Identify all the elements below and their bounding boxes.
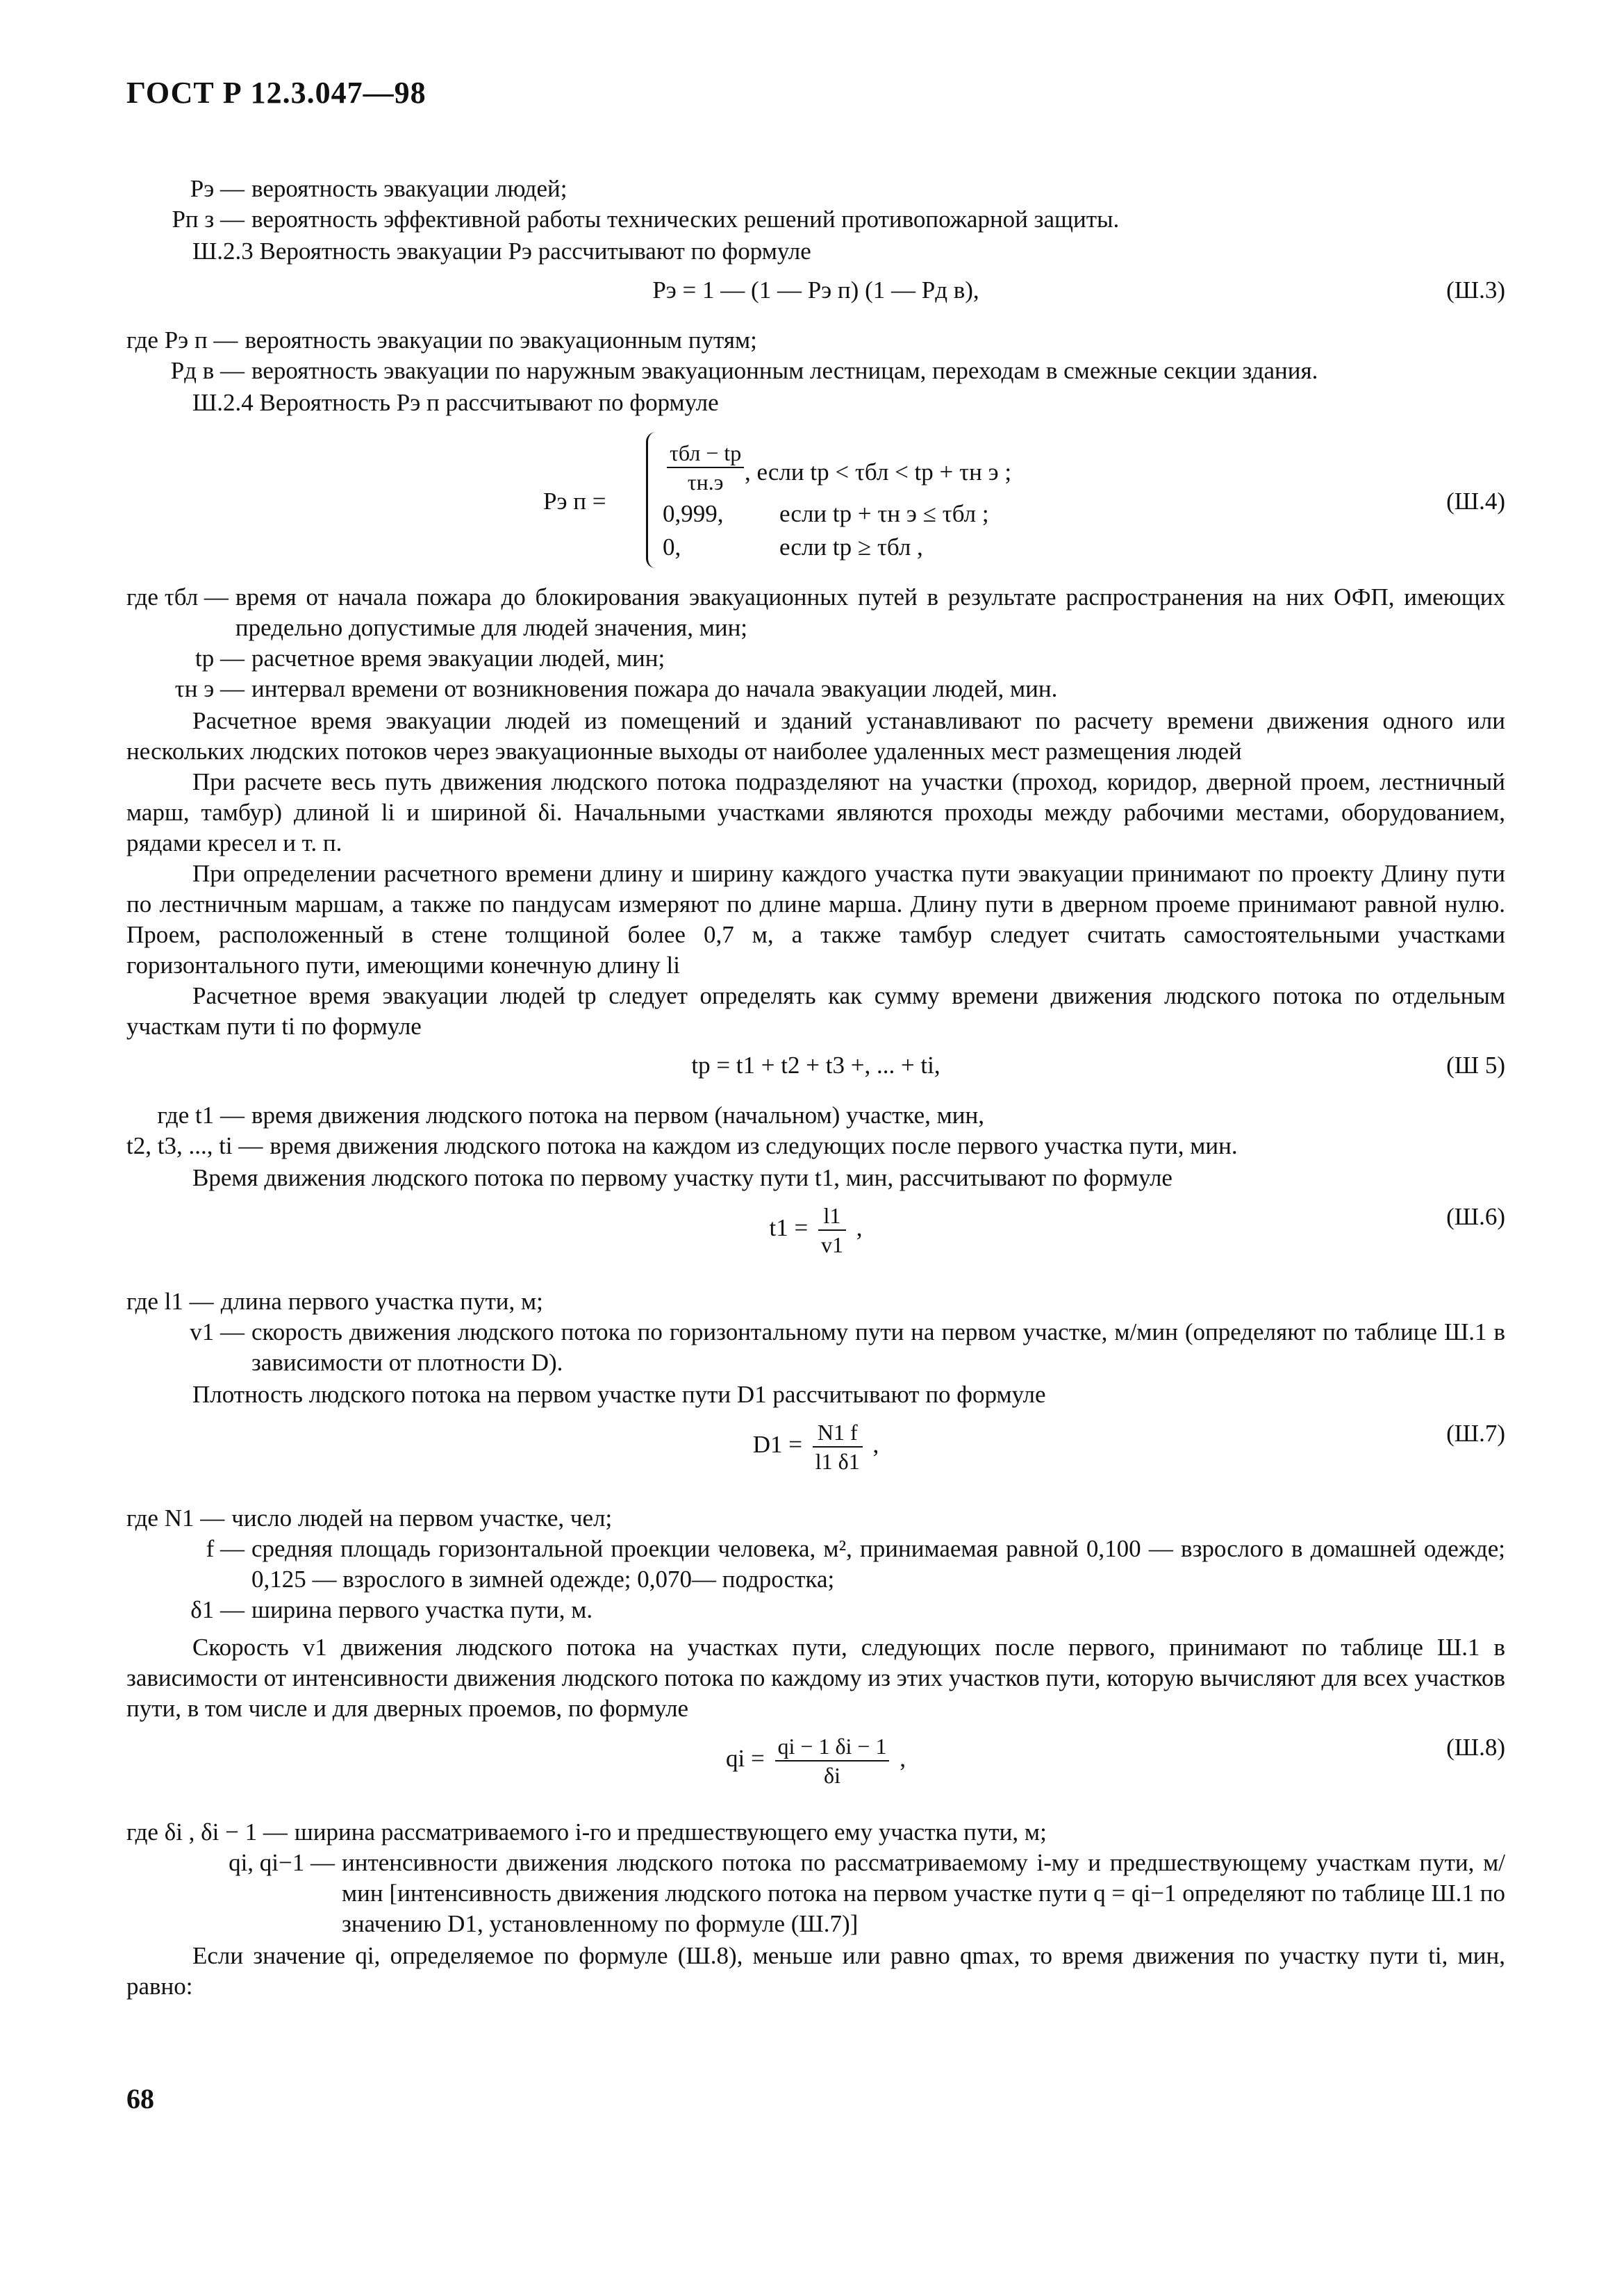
definition-text: время движения людского потока на каждом из следующих после первого участка пути, мин. xyxy=(270,1132,1238,1159)
definition-symbol: v1 — xyxy=(190,1318,245,1345)
definition-text: длина первого участка пути, м; xyxy=(220,1288,543,1315)
definition-item xyxy=(126,325,1505,356)
case-row-3: 0, xyxy=(663,533,681,561)
definition-text: вероятность эвакуации людей; xyxy=(251,175,567,202)
definition-symbol: t2, t3, ..., ti — xyxy=(126,1132,263,1159)
definition-text: расчетное время эвакуации людей, мин; xyxy=(251,645,665,672)
definition-text: ширина первого участка пути, м. xyxy=(251,1596,593,1623)
definition-text: вероятность эвакуации по эвакуационным путям; xyxy=(245,326,757,354)
fraction-numerator: qi − 1 δi − 1 xyxy=(775,1732,890,1761)
formula-number: (Ш.3) xyxy=(1446,276,1505,304)
case-row-1 xyxy=(663,439,748,496)
definition-symbol: Pп з — xyxy=(172,206,245,233)
formula-sh7 xyxy=(126,1418,1505,1495)
definition-symbol: qi, qi−1 — xyxy=(229,1849,335,1876)
formula-sh5 xyxy=(126,1050,1505,1092)
case-condition-2: если tр + τн э ≤ τбл ; xyxy=(779,500,989,527)
case-row-2: 0,999, xyxy=(663,500,724,527)
formula-lhs: D1 = xyxy=(752,1431,803,1459)
fraction-denominator: τн.э xyxy=(687,470,724,495)
definition-text: средняя площадь горизонтальной проекции человека, м², принимаемая равной 0,100 — взрослого в домашней одежде; 0,125 — взрослого в зимней одежде; 0,070— подростка; xyxy=(251,1535,1505,1593)
fraction-numerator: N1 f xyxy=(813,1418,863,1448)
definition-text: время от начала пожара до блокирования эвакуационных путей в результате распространения на них ОФП, имеющих предельно допустимые для людей значения, мин; xyxy=(235,583,1505,641)
fraction xyxy=(813,1418,863,1475)
formula-number: (Ш.8) xyxy=(1446,1734,1505,1761)
spacer xyxy=(126,1627,1505,1632)
definition-item xyxy=(126,1131,1505,1161)
definitions-sh8 xyxy=(126,1817,1505,1939)
definition-item xyxy=(126,1503,1505,1534)
definition-text: вероятность эвакуации по наружным эвакуационным лестницам, переходам в смежные секции здания. xyxy=(251,357,1318,384)
case-condition-3: если tр ≥ τбл , xyxy=(779,533,923,561)
paragraph-first-section-time: Время движения людского потока по первому участку пути t1, мин, рассчитывают по формуле xyxy=(192,1164,1173,1191)
section-sh23-paragraph: Ш.2.3 Вероятность эвакуации Pэ рассчитывают по формуле xyxy=(192,238,811,265)
fraction-numerator: τбл − tр xyxy=(667,439,744,468)
paragraph-sum-time: Расчетное время эвакуации людей tр следует определять как сумму времени движения людского потока по отдельным участкам пути ti по формуле xyxy=(126,982,1505,1040)
formula-number: (Ш.4) xyxy=(1446,488,1505,515)
definition-symbol: τн э — xyxy=(174,675,245,702)
formula-expression xyxy=(126,1732,1505,1789)
definition-item xyxy=(126,643,1505,674)
definition-symbol: где δi , δi − 1 — xyxy=(126,1818,288,1846)
formula-expression xyxy=(126,1418,1505,1475)
definition-text: вероятность эффективной работы технических решений противопожарной защиты. xyxy=(251,206,1120,233)
formula-lhs: qi = xyxy=(726,1745,765,1773)
definition-symbol: tр — xyxy=(195,645,245,672)
definition-item xyxy=(126,1848,1505,1939)
fraction-denominator: δi xyxy=(823,1763,840,1788)
definition-text: скорость движения людского потока по горизонтальному пути на первом участке, м/мин (определяют по таблице Ш.1 в зависимости от плотности D). xyxy=(251,1318,1505,1376)
formula-expression xyxy=(126,1202,1505,1259)
formula-tail: , xyxy=(900,1745,906,1773)
paragraph-density: Плотность людского потока на первом участке пути D1 рассчитывают по формуле xyxy=(192,1381,1046,1408)
definitions-sh3 xyxy=(126,325,1505,386)
definition-item xyxy=(126,204,1505,235)
paragraph-length-width: При определении расчетного времени длину и ширину каждого участка пути эвакуации принимают по проекту Длину пути по лестничным маршам, а также по пандусам измеряют по длине марша. Длину пути в дверном проеме принимают равной нулю. Проем, расположенный в стене толщиной более 0,7 м, а также тамбур следует считать самостоятельными участками горизонтального пути, имеющими конечную длину li xyxy=(126,860,1505,979)
definition-item xyxy=(126,1595,1505,1625)
definitions-top xyxy=(126,174,1505,235)
fraction xyxy=(775,1732,890,1789)
definition-item xyxy=(126,582,1505,643)
definitions-sh6 xyxy=(126,1286,1505,1378)
formula-number: (Ш 5) xyxy=(1446,1052,1505,1079)
definition-text: интенсивности движения людского потока по рассматриваемому i-му и предшествующему участкам пути, м/мин [интенсивность движения людского потока на первом участке пути q = qi−1 определяют по таблице Ш.1 по значению D1, установленному по формуле (Ш.7)] xyxy=(342,1849,1505,1937)
definition-symbol: где l1 — xyxy=(126,1288,214,1315)
document-body xyxy=(126,172,1505,2002)
definition-item xyxy=(126,1317,1505,1378)
case-condition-1: , если tр < τбл < tр + τн э ; xyxy=(745,458,1012,486)
definition-symbol: где N1 — xyxy=(126,1504,225,1532)
formula-number: (Ш.7) xyxy=(1446,1420,1505,1447)
fraction-denominator: l1 δ1 xyxy=(815,1449,860,1474)
definition-item xyxy=(126,674,1505,704)
formula-expression: Pэ = 1 — (1 — Pэ п) (1 — Pд в), xyxy=(652,276,979,304)
definition-symbol: f — xyxy=(206,1535,245,1562)
definition-text: ширина рассматриваемого i-го и предшествующего ему участка пути, м; xyxy=(294,1818,1047,1846)
left-brace xyxy=(646,432,662,568)
definition-item xyxy=(126,356,1505,386)
section-sh24-paragraph: Ш.2.4 Вероятность Pэ п рассчитывают по формуле xyxy=(192,389,719,416)
definition-item xyxy=(126,1100,1505,1131)
paragraph-qmax: Если значение qi, определяемое по формуле (Ш.8), меньше или равно qmax, то время движения по участку пути ti, мин, равно: xyxy=(126,1942,1505,2000)
document-header: ГОСТ Р 12.3.047—98 xyxy=(126,76,426,110)
definition-text: интервал времени от возникновения пожара до начала эвакуации людей, мин. xyxy=(251,675,1058,702)
formula-tail: , xyxy=(872,1431,879,1459)
fraction-denominator: v1 xyxy=(820,1232,843,1257)
formula-lhs: Pэ п = xyxy=(543,488,606,515)
paragraph-path-sections: При расчете весь путь движения людского потока подразделяют на участки (проход, коридор, дверной проем, лестничный марш, тамбур) длиной li и шириной δi. Начальными участками являются проходы между рабочими местами, оборудованием, рядами кресел и т. п. xyxy=(126,768,1505,856)
fraction-numerator: l1 xyxy=(818,1202,846,1231)
fraction xyxy=(667,439,744,496)
fraction xyxy=(818,1202,846,1259)
definition-symbol: где τбл — xyxy=(126,583,229,611)
definition-text: время движения людского потока на первом (начальном) участке, мин, xyxy=(251,1102,984,1129)
definition-symbol: где Pэ п — xyxy=(126,326,238,354)
formula-expression: tр = t1 + t2 + t3 +, ... + ti, xyxy=(691,1052,941,1079)
definitions-sh4 xyxy=(126,582,1505,704)
definition-symbol: δ1 — xyxy=(190,1596,245,1623)
formula-sh6 xyxy=(126,1202,1505,1278)
formula-number: (Ш.6) xyxy=(1446,1203,1505,1230)
definition-symbol: Pд в — xyxy=(170,357,245,384)
definition-symbol: Pэ — xyxy=(190,175,245,202)
definition-symbol: где t1 — xyxy=(157,1102,245,1129)
formula-sh8 xyxy=(126,1732,1505,1809)
definition-item xyxy=(126,1534,1505,1595)
paragraph-speed: Скорость v1 движения людского потока на участках пути, следующих после первого, принимают по таблице Ш.1 в зависимости от интенсивности движения людского потока по каждому из этих участков пути, которую вычисляют для всех участков пути, в том числе и для дверных проемов, по формуле xyxy=(126,1634,1505,1722)
formula-sh4 xyxy=(126,432,1505,571)
formula-sh3 xyxy=(126,275,1505,317)
formula-lhs: t1 = xyxy=(769,1214,809,1242)
definition-item xyxy=(126,1817,1505,1848)
definitions-sh5 xyxy=(126,1100,1505,1161)
definitions-sh7 xyxy=(126,1503,1505,1625)
definition-text: число людей на первом участке, чел; xyxy=(231,1504,613,1532)
formula-tail: , xyxy=(856,1214,863,1242)
page-number: 68 xyxy=(126,2083,154,2114)
paragraph-evac-time: Расчетное время эвакуации людей из помещений и зданий устанавливают по расчету времени движения одного или нескольких людских потоков через эвакуационные выходы от наиболее удаленных мест размещения людей xyxy=(126,707,1505,765)
definition-item xyxy=(126,174,1505,204)
definition-item xyxy=(126,1286,1505,1317)
